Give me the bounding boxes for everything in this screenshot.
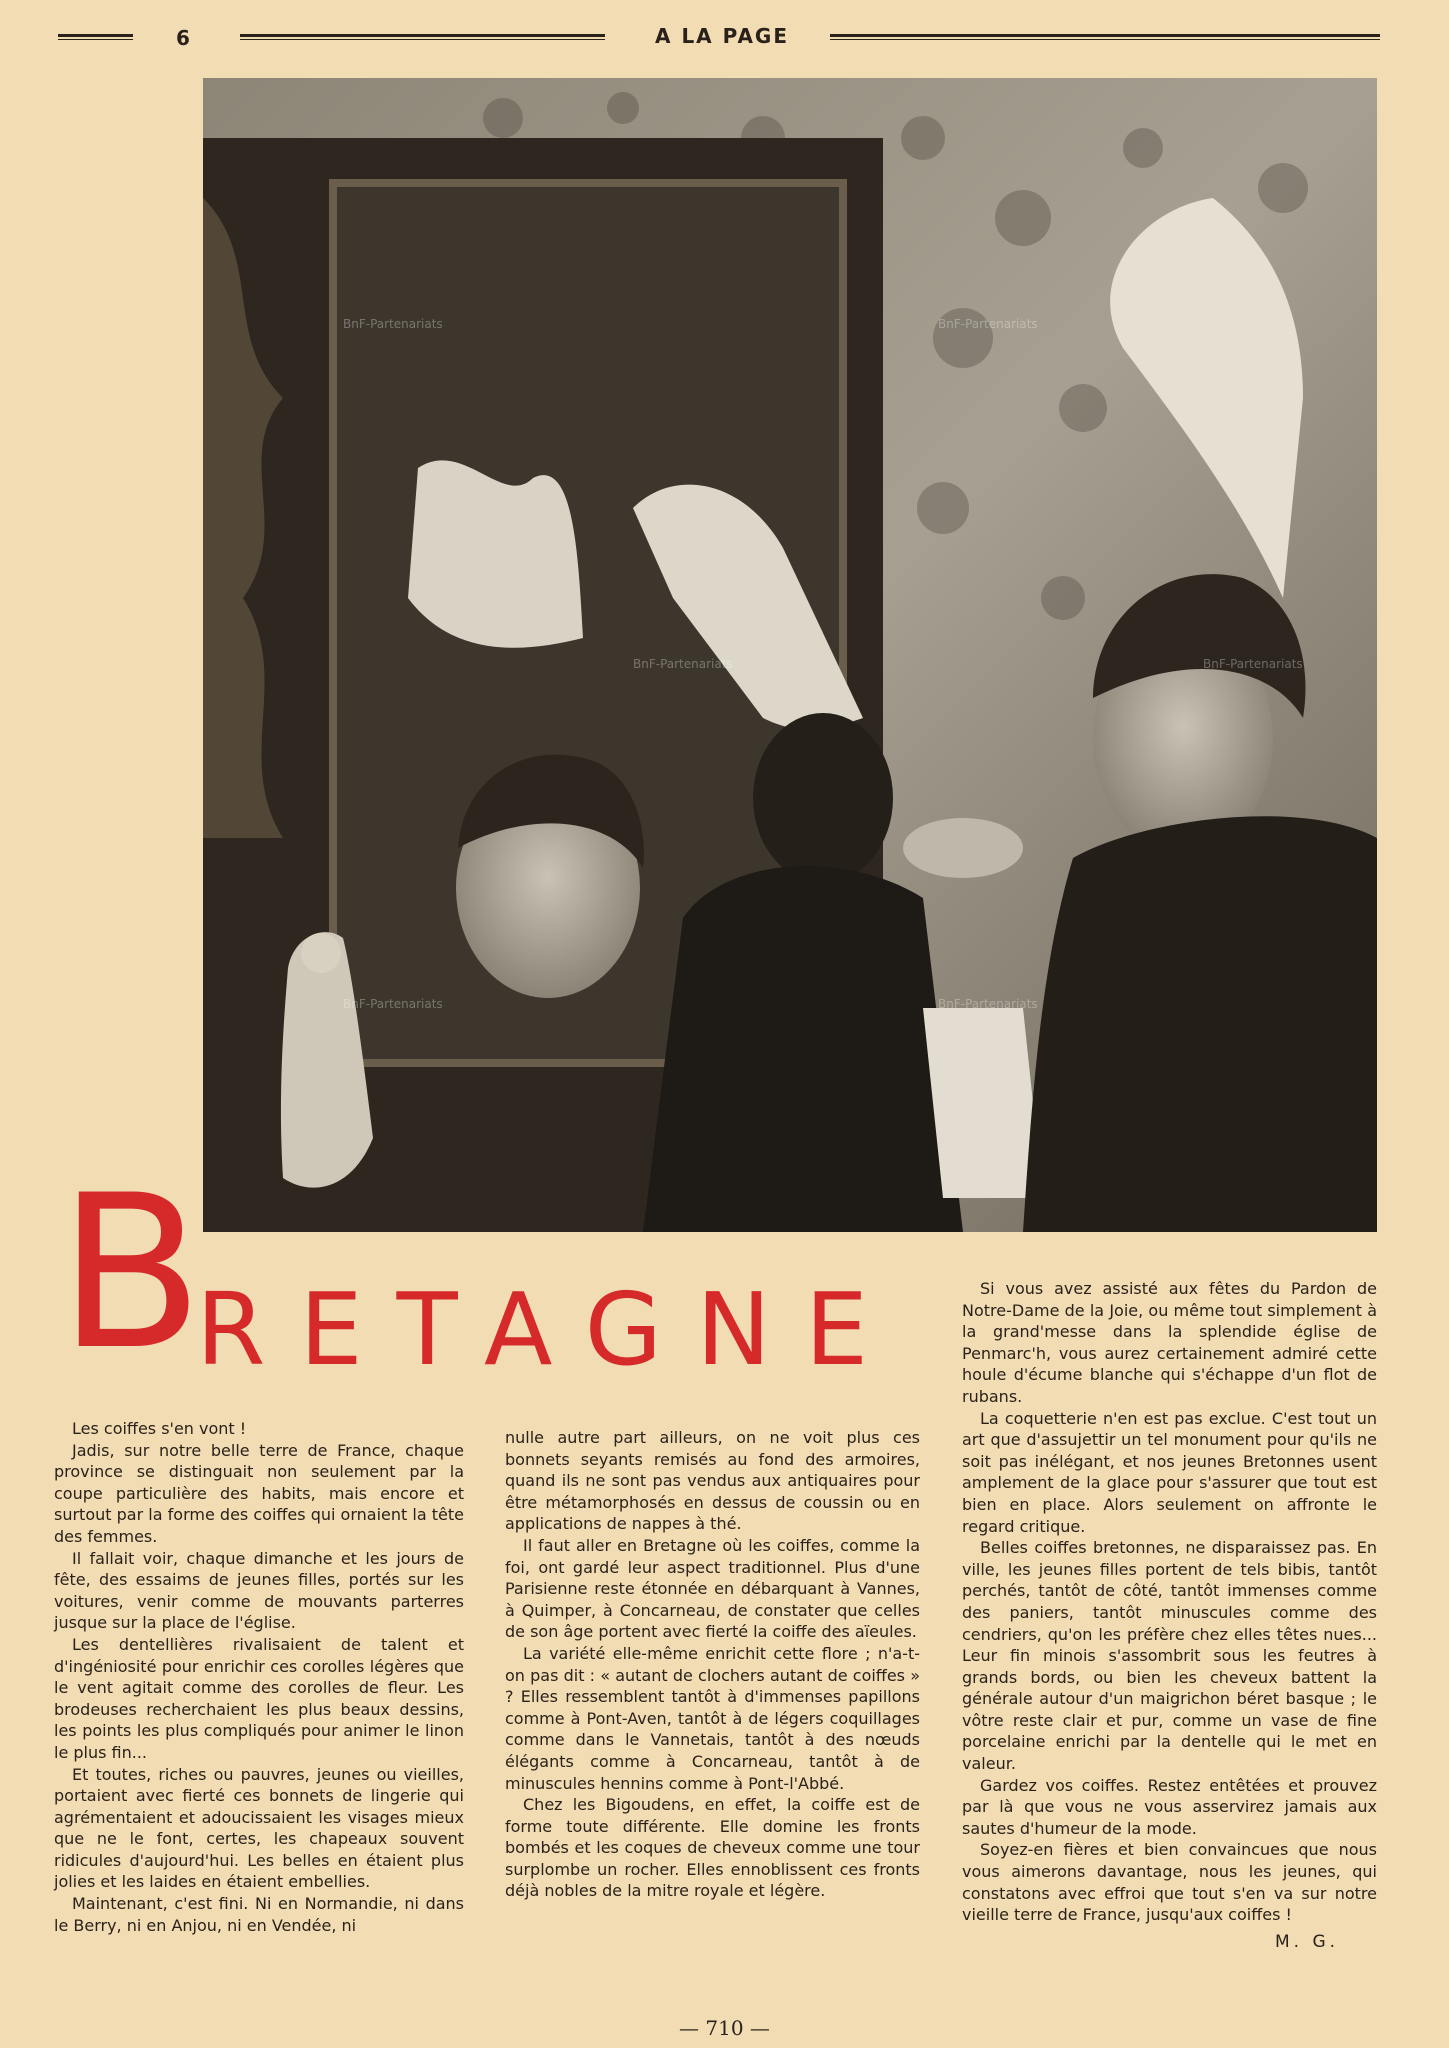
paragraph: nulle autre part ailleurs, on ne voit plus ces bonnets seyants remisés au fond des armoires, quand ils ne sont pas vendus aux antiquaires pour être métamorphosés en dessus de coussin ou en applications de nappes à thé. [505,1428,920,1534]
article-column-3 [962,1278,1377,1926]
reflected-coiffe [408,460,583,647]
watermark: BnF-Partenariats [343,997,443,1011]
paragraph: Les coiffes s'en vont ! [72,1419,247,1438]
coiffe-ribbons [923,1008,1043,1198]
article-column-1 [54,1418,464,1936]
folio-number: — 710 — [679,2016,770,2040]
paragraph: Maintenant, c'est fini. Ni en Normandie, ni dans le Berry, ni en Anjou, ni en Vendée, ni [54,1894,464,1935]
paragraph: Si vous avez assisté aux fêtes du Pardon de Notre-Dame de la Joie, ou même tout simplement à la grand'messe dans la splendide église de Penmarc'h, vous aurez certainement admiré cette houle d'écume blanche qui s'échappe d'un flot de rubans. [962,1279,1377,1406]
paragraph: Gardez vos coiffes. Restez entêtées et prouvez par là que vous ne vous asservirez jamais aux sautes d'humeur de la mode. [962,1775,1377,1838]
watermark: BnF-Partenariats [633,657,733,671]
paragraph: La coquetterie n'en est pas exclue. C'est tout un art que d'assujettir un tel monument pour qu'ils ne soit pas inélégant, et nos jeunes Bretonnes usent amplement de la glace pour s'assurer que tout est bien en place. Alors seulement on affronte le regard critique. [962,1408,1377,1536]
paragraph: Belles coiffes bretonnes, ne disparaissez pas. En ville, les jeunes filles portent de tels bibis, tantôt perchés, tantôt de côté, tantôt immenses comme des paniers, tantôt minuscules comme des cendriers, qu'on les préfère chez elles têtes nues... Leur fin minois s'assombrit sous les feutres à grands bords, ou bien les cheveux battent la générale autour d'un maigrichon béret basque ; le vôtre reste clair et pur, comme un vase de fine porcelaine enrichi par la dentelle qui le met en valeur. [962,1538,1377,1774]
header-rule-middle [240,34,605,40]
photo-illustration [203,78,1377,1232]
paragraph: Jadis, sur notre belle terre de France, chaque province se distinguait non seulement par la coupe particulière des habits, mais encore et surtout par la forme des coiffes qui ornaient la tête des femmes. [54,1440,464,1546]
paragraph: Il faut aller en Bretagne où les coiffes, comme la foi, ont gardé leur aspect traditionnel. Plus d'une Parisienne reste étonnée en débarquant à Vannes, à Quimper, à Concarneau, de constater que celles de son âge portent avec fierté la coiffe des aïeules. [505,1535,920,1642]
header-rule-left [58,34,133,40]
watermark: BnF-Partenariats [938,317,1038,331]
article-column-2 [505,1427,920,1902]
page-number: 6 [176,26,190,50]
paragraph: La variété elle-même enrichit cette flore ; n'a-t-on pas dit : « autant de clochers autant de coiffes » ? Elles ressemblent tantôt à d'immenses papillons comme à Pont-Aven, tantôt à de légers coquillages comme dans le Vannetais, tantôt à des nœuds élégants comme à Concarneau, tantôt à de minuscules hennins comme à Pont-l'Abbé. [505,1643,920,1793]
hands [903,818,1023,878]
center-figure [643,866,963,1232]
watermark: BnF-Partenariats [938,997,1038,1011]
paragraph: Les dentellières rivalisaient de talent et d'ingéniosité pour enrichir ces corolles légères que le vent agitait comme des corolles de fleur. Les brodeuses recherchaient les plus beaux dessins, les points les plus compliqués pour animer le linon le plus fin... [54,1634,464,1762]
author-signature: M. G. [1275,1932,1340,1952]
page-header [0,22,1449,54]
watermark: BnF-Partenariats [1203,657,1303,671]
paragraph: Et toutes, riches ou pauvres, jeunes ou vieilles, portaient avec fierté ces bonnets de lingerie qui agrémentaient et adoucissaient les visages mieux que ne le font, certes, les chapeaux souvent ridicules d'aujourd'hui. Les belles en étaient plus jolies et les laides en étaient embellies. [54,1764,464,1892]
paragraph: Soyez-en fières et bien convaincues que nous vous aimerons davantage, nous les jeunes, qui constatons avec effroi que tout s'en va sur notre vieille terre de France, jusqu'aux coiffes ! [962,1840,1377,1925]
center-head [753,713,893,883]
paragraph: Chez les Bigoudens, en effet, la coiffe est de forme toute différente. Elle domine les fronts bombés et les coques de cheveux comme une tour surplombe un rocher. Elles ennoblissent ces fronts déjà nobles de la mitre royale et légère. [505,1795,920,1901]
headline-initial: B [58,1149,204,1396]
watermark: BnF-Partenariats [343,317,443,331]
paragraph: Il fallait voir, chaque dimanche et les jours de fête, des essaims de jeunes filles, portés sur les voitures, venir comme de mouvants parterres jusque sur la place de l'église. [54,1548,464,1633]
header-rule-right [830,34,1380,40]
publication-title: A LA PAGE [655,24,790,48]
right-figure [1023,816,1377,1232]
headline-rest: RETAGNE [196,1271,903,1388]
photograph [203,78,1377,1232]
